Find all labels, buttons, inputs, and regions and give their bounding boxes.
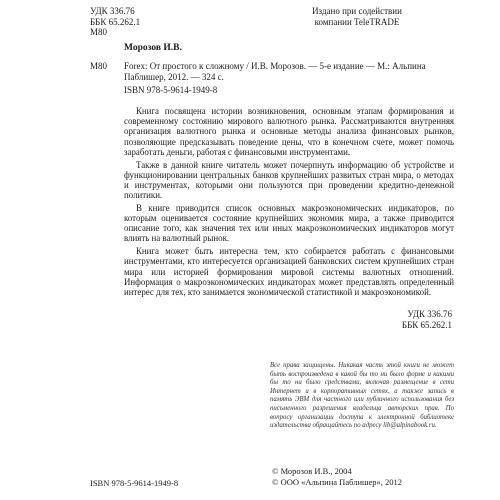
annotation-paragraph: Книга посвящена истории возникновения, основным этапам формирования и современному состоянию мирового валютного рынка. Рассматриваются внутренняя организация валютного рынка и основные методы анализа финансовых рынков, позволяющие предсказывать поведение цены, что в конечном счете, может помочь заработать деньги, работая с финансовыми инструментами. [124,106,454,157]
copyright-author: © Морозов И.В., 2004 [272,466,352,476]
classification-bottom [356,309,452,331]
annotation-paragraph: Книга может быть интересна тем, кто собирается работать с финансовыми инструментами, кто интересуется организацией банковских систем крупнейших стран мира или историей формирования мировой системы валютных отношений. Информация о макроэкономических индикаторах может представлять определенный интерес для тех, кто занимается экономической статистикой и макроэкономикой. [124,246,454,297]
annotation [124,106,454,300]
copyright-block [272,466,402,488]
classification-block [90,6,140,38]
isbn-footer: ISBN 978-5-9614-1949-8 [90,478,179,488]
annotation-paragraph: Также в данной книге читатель может почерпнуть информацию об устройстве и функционировании центральных банков крупнейших развитых стран мира, о методах и инструментах, которыми они пользуются при проведении кредитно-денежной политики. [124,159,454,201]
publisher-note-line2: компании TeleTRADE [314,16,400,27]
author-sign-side: М80 [90,61,108,71]
publisher-note [272,6,442,27]
udk-code-bottom: УДК 336.76 [407,309,452,319]
bbk-code: ББК 65.262.1 [90,16,141,27]
bbk-code-bottom: ББК 65.262.1 [401,320,452,330]
copyright-publisher: © ООО «Альпина Паблишер», 2012 [272,477,403,487]
author-name: Морозов И.В. [124,43,182,53]
author-sign: М80 [90,27,108,37]
bibliographic-citation: Forex: От простого к сложному / И.В. Морозов. — 5-е издание — М.: Альпина Паблишер, 2012. — 324 с. [124,61,426,83]
annotation-paragraph: В книге приводится список основных макроэкономических индикаторов, по которым оценивается состояние крупнейших экономик мира, а также приводится описание того, как значения тех или иных макроэкономических индикаторов могут влиять на валютный рынок. [124,202,454,244]
rights-notice: Все права защищены. Никакая часть этой книги не может быть воспроизведена в какой бы то ни было форме и какими бы то ни было средствами, включая размещение в сети Интернет и в корпоративных сетях, а также запись в память ЭВМ для частного или публичного использования без письменного разрешения владельца авторских прав. По вопросу организации доступа к электронной библиотеке издательства обращайтесь по адресу lib@alpinabook.ru. [270,362,454,430]
isbn-line: ISBN 978-5-9614-1949-8 [124,85,218,95]
publisher-note-line1: Издано при содействии [312,6,402,16]
udk-code: УДК 336.76 [90,6,135,16]
